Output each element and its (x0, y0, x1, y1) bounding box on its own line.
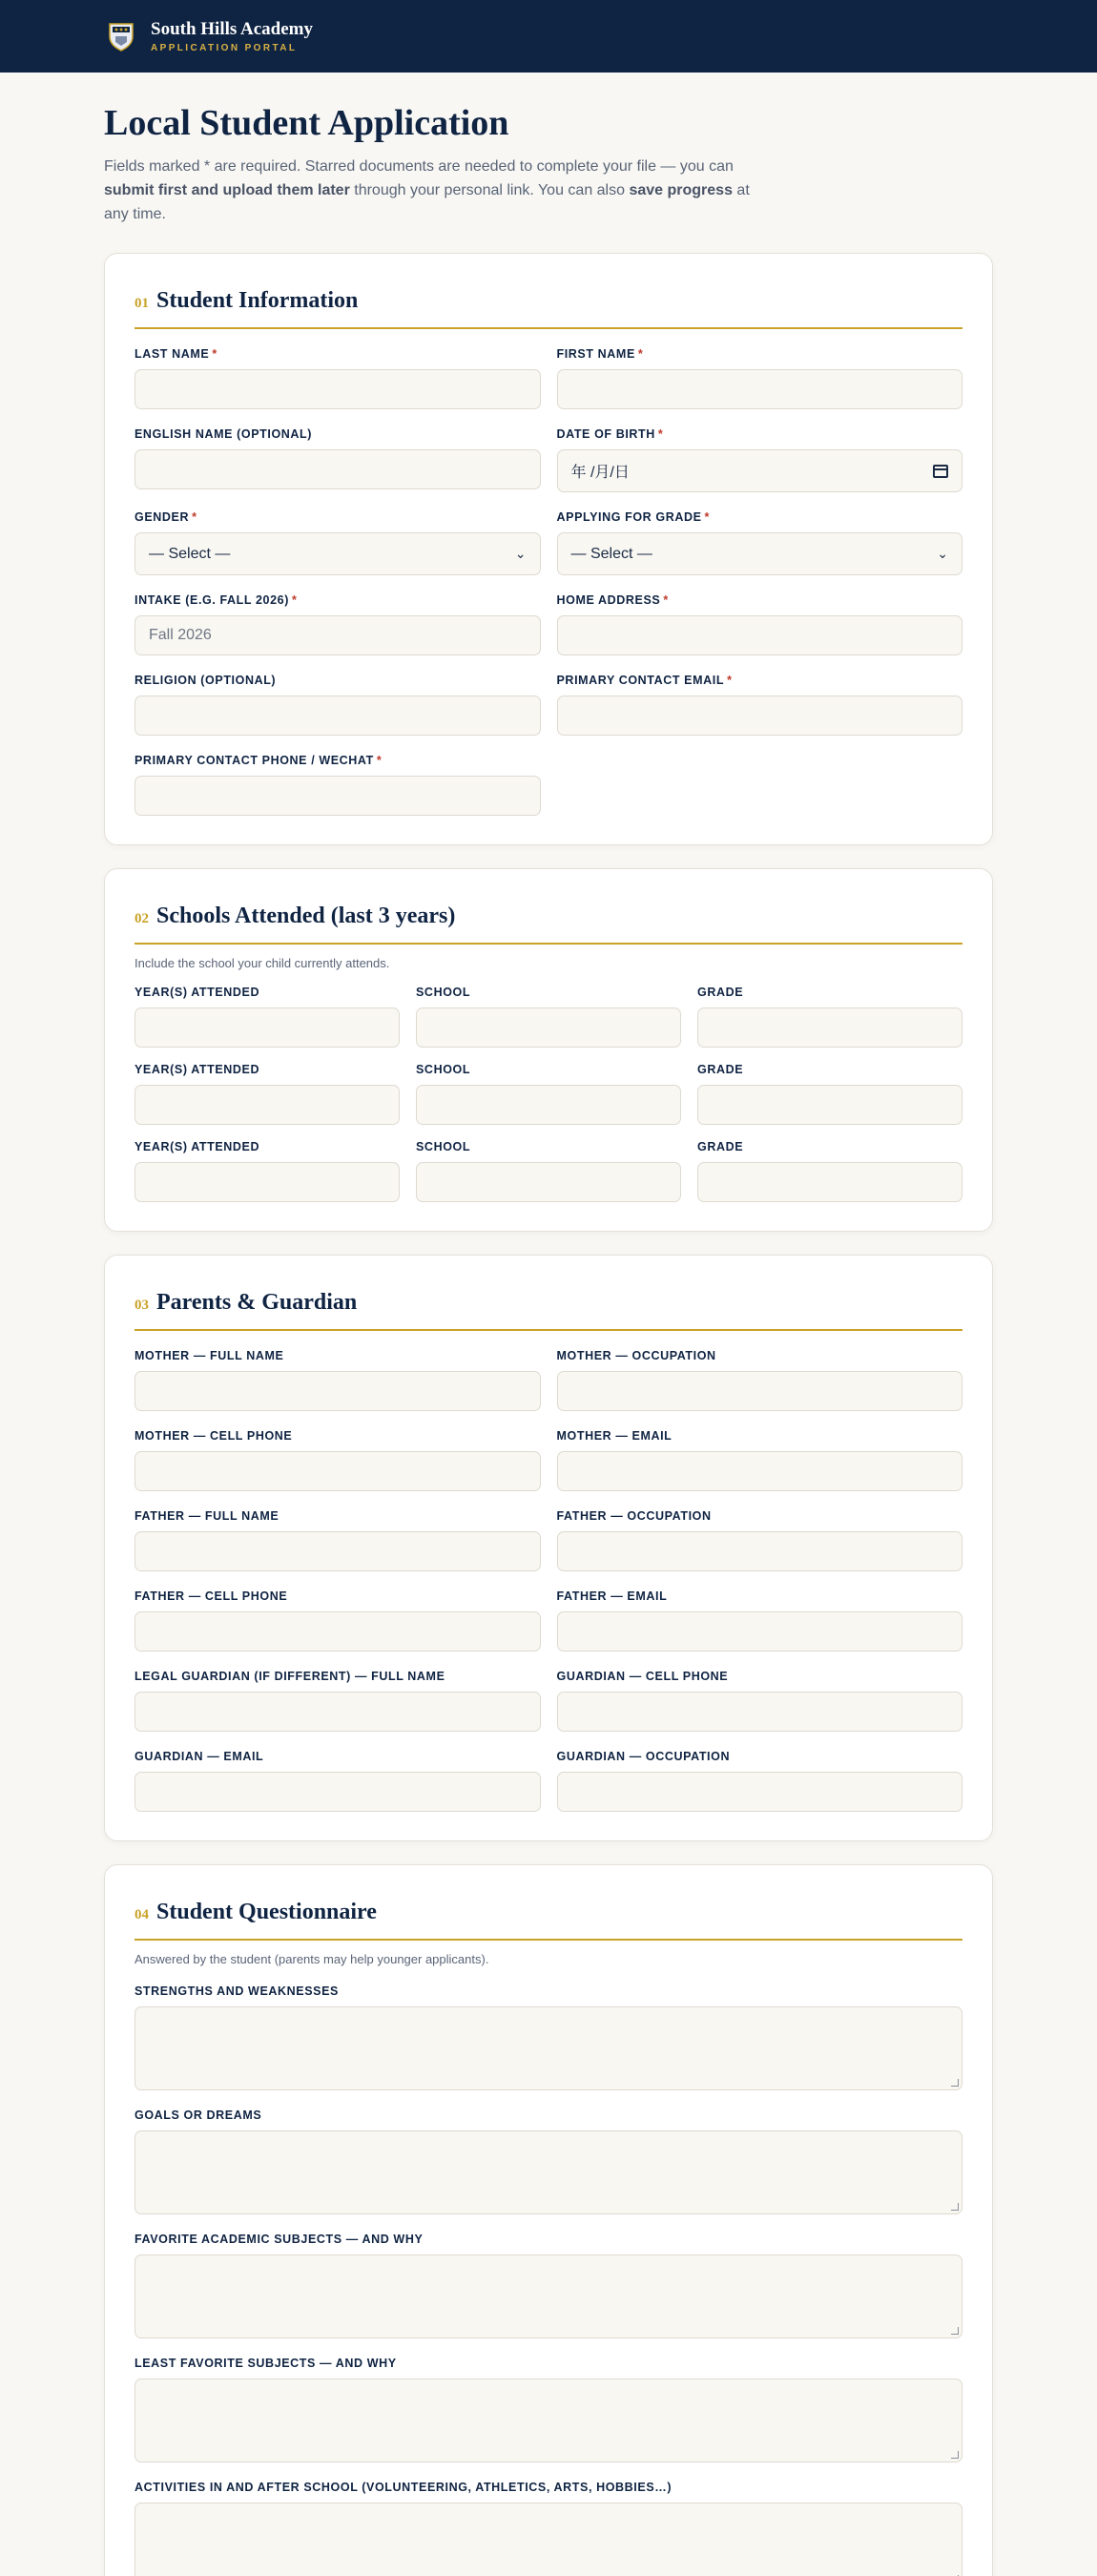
calendar-icon[interactable] (933, 465, 948, 478)
year-field (135, 986, 400, 1048)
field-label: SCHOOL (416, 986, 471, 999)
field-label: STRENGTHS AND WEAKNESSES (135, 1984, 339, 1998)
field-label: MOTHER — OCCUPATION (556, 1349, 716, 1362)
english-name-field (135, 427, 541, 492)
first-name-field (557, 347, 963, 409)
guardian-phone-input[interactable] (557, 1692, 963, 1732)
goals-field (135, 2109, 962, 2214)
school-field (416, 1063, 681, 1125)
year-field (135, 1063, 400, 1125)
field-label (135, 347, 541, 361)
field-label: FATHER — CELL PHONE (135, 1589, 288, 1603)
label-text: INTAKE (E.G. FALL 2026) (135, 593, 289, 607)
chevron-down-icon: ⌄ (937, 546, 948, 561)
dob-value: 年 /月/日 (570, 465, 630, 481)
label-text: GENDER (135, 510, 190, 524)
section-header (135, 1290, 962, 1331)
school-input[interactable] (416, 1008, 681, 1048)
year-input[interactable] (135, 1162, 400, 1202)
mother-phone-field (135, 1429, 541, 1491)
religion-field (135, 674, 541, 736)
field-label: FAVORITE ACADEMIC SUBJECTS — AND WHY (135, 2233, 424, 2246)
field-label: GUARDIAN — CELL PHONE (556, 1670, 729, 1683)
field-label: FATHER — OCCUPATION (556, 1509, 712, 1523)
intake-field (135, 593, 541, 655)
section-title: Student Information (156, 288, 359, 313)
guardian-email-field (135, 1750, 541, 1812)
gender-selected-value: — Select — (149, 545, 231, 562)
field-label (135, 593, 541, 607)
home-address-field (557, 593, 963, 655)
school-input[interactable] (416, 1085, 681, 1125)
intro-emphasis: submit first and upload them later (104, 182, 350, 198)
field-label: SCHOOL (416, 1140, 471, 1153)
required-mark: * (376, 754, 383, 767)
chevron-down-icon: ⌄ (514, 546, 527, 561)
label-text: FIRST NAME (556, 347, 635, 361)
grade-selected-value: — Select — (570, 545, 652, 562)
favorite-subjects-textarea[interactable] (135, 2254, 962, 2338)
mother-occupation-field (557, 1349, 963, 1411)
contact-email-field (557, 674, 963, 736)
mother-email-field (557, 1429, 963, 1491)
year-input[interactable] (135, 1008, 400, 1048)
field-label (557, 674, 963, 687)
favorite-subjects-field (135, 2233, 962, 2338)
field-label (135, 510, 541, 524)
required-mark: * (657, 427, 664, 441)
strengths-field (135, 1984, 962, 2090)
least-favorite-subjects-field (135, 2357, 962, 2462)
activities-textarea[interactable] (135, 2503, 962, 2576)
first-name-input[interactable] (557, 369, 963, 409)
contact-phone-field (135, 754, 541, 816)
field-label: LEAST FAVORITE SUBJECTS — AND WHY (135, 2357, 397, 2370)
required-mark: * (663, 593, 669, 607)
father-phone-input[interactable] (135, 1611, 541, 1652)
field-label: MOTHER — EMAIL (556, 1429, 673, 1443)
guardian-email-input[interactable] (135, 1772, 541, 1812)
page-title: Local Student Application (104, 103, 509, 143)
field-label: MOTHER — FULL NAME (135, 1349, 284, 1362)
section-header (135, 1900, 962, 1941)
required-mark: * (212, 347, 217, 361)
field-label: YEAR(S) ATTENDED (135, 1063, 260, 1076)
field-label: YEAR(S) ATTENDED (135, 1140, 260, 1153)
school-field (416, 986, 681, 1048)
portal-label: APPLICATION PORTAL (151, 43, 298, 53)
schools-row (135, 1048, 962, 1125)
section-title: Student Questionnaire (156, 1900, 377, 1924)
father-name-field (135, 1509, 541, 1571)
guardian-occupation-field (557, 1750, 963, 1812)
mother-name-field (135, 1349, 541, 1411)
guardian-name-input[interactable] (135, 1692, 541, 1732)
school-grade-input[interactable] (697, 1008, 962, 1048)
intro-part: Fields marked * are required. Starred documents are needed to complete your file — you can (104, 158, 734, 175)
section-number: 01 (135, 296, 149, 311)
field-label: RELIGION (OPTIONAL) (135, 674, 277, 687)
grade-field (697, 1063, 962, 1125)
dob-input[interactable] (557, 449, 963, 492)
grade-field (557, 510, 963, 575)
section-student-information (104, 253, 993, 845)
field-label: SCHOOL (416, 1063, 471, 1076)
activities-field (135, 2481, 962, 2576)
year-input[interactable] (135, 1085, 400, 1125)
intro-part: at any time. (104, 182, 750, 222)
field-label: FATHER — EMAIL (556, 1589, 668, 1603)
label-text: APPLYING FOR GRADE (556, 510, 702, 524)
field-label: GUARDIAN — OCCUPATION (556, 1750, 731, 1763)
school-grade-input[interactable] (697, 1162, 962, 1202)
grade-field (697, 1140, 962, 1202)
english-name-input[interactable] (135, 449, 541, 489)
mother-occupation-input[interactable] (557, 1371, 963, 1411)
mother-email-input[interactable] (557, 1451, 963, 1491)
label-text: PRIMARY CONTACT PHONE / WECHAT (135, 754, 374, 767)
label-text: PRIMARY CONTACT EMAIL (556, 674, 725, 687)
schools-row (135, 970, 962, 1048)
guardian-occupation-input[interactable] (557, 1772, 963, 1812)
section-schools-attended (104, 868, 993, 1232)
grade-field (697, 986, 962, 1048)
intro-text (104, 155, 762, 226)
field-label: ENGLISH NAME (OPTIONAL) (135, 427, 313, 441)
intro-part: through your personal link. You can also (349, 182, 630, 198)
field-label: FATHER — FULL NAME (135, 1509, 279, 1523)
section-number: 02 (135, 911, 149, 926)
shield-crest-icon (105, 20, 137, 52)
section-note: Include the school your child currently attends. (135, 956, 390, 970)
grade-select[interactable] (557, 532, 963, 575)
father-phone-field (135, 1589, 541, 1652)
section-title: Parents & Guardian (156, 1290, 358, 1315)
section-number: 03 (135, 1298, 149, 1313)
intro-emphasis: save progress (629, 182, 733, 198)
field-label: GRADE (697, 1140, 744, 1153)
section-number: 04 (135, 1907, 149, 1922)
dob-field (557, 427, 963, 492)
required-mark: * (291, 593, 298, 607)
field-label: LEGAL GUARDIAN (IF DIFFERENT) — FULL NAME (135, 1670, 445, 1683)
section-header (135, 288, 962, 329)
required-mark: * (637, 347, 644, 361)
field-label: GUARDIAN — EMAIL (135, 1750, 264, 1763)
field-label (557, 347, 963, 361)
guardian-name-field (135, 1670, 541, 1732)
religion-input[interactable] (135, 696, 541, 736)
field-label: GOALS OR DREAMS (135, 2109, 262, 2122)
label-text: HOME ADDRESS (556, 593, 661, 607)
required-mark: * (727, 674, 733, 687)
father-occupation-input[interactable] (557, 1531, 963, 1571)
label-text: LAST NAME (135, 347, 210, 361)
brand[interactable] (151, 19, 313, 53)
contact-email-input[interactable] (557, 696, 963, 736)
field-label: ACTIVITIES IN AND AFTER SCHOOL (VOLUNTEERING, ATHLETICS, ARTS, HOBBIES…) (135, 2481, 673, 2494)
home-address-input[interactable] (557, 615, 963, 655)
site-header (0, 0, 1097, 73)
school-field (416, 1140, 681, 1202)
least-favorite-subjects-textarea[interactable] (135, 2379, 962, 2462)
school-grade-input[interactable] (697, 1085, 962, 1125)
required-mark: * (704, 510, 710, 524)
field-label (557, 510, 963, 524)
field-label: MOTHER — CELL PHONE (135, 1429, 293, 1443)
intake-placeholder: Fall 2026 (149, 627, 212, 643)
guardian-phone-field (557, 1670, 963, 1732)
required-mark: * (192, 510, 197, 524)
field-label (557, 593, 963, 607)
mother-phone-input[interactable] (135, 1451, 541, 1491)
label-text: DATE OF BIRTH (556, 427, 655, 441)
father-email-field (557, 1589, 963, 1652)
field-label (557, 427, 963, 441)
year-field (135, 1140, 400, 1202)
field-label: YEAR(S) ATTENDED (135, 986, 260, 999)
school-input[interactable] (416, 1162, 681, 1202)
schools-row (135, 1125, 962, 1202)
father-occupation-field (557, 1509, 963, 1571)
father-name-input[interactable] (135, 1531, 541, 1571)
last-name-field (135, 347, 541, 409)
field-label: GRADE (697, 1063, 744, 1076)
contact-phone-input[interactable] (135, 776, 541, 816)
gender-select[interactable] (135, 532, 541, 575)
school-name: South Hills Academy (151, 19, 313, 39)
mother-name-input[interactable] (135, 1371, 541, 1411)
field-label: GRADE (697, 986, 744, 999)
goals-textarea[interactable] (135, 2130, 962, 2214)
section-header (135, 904, 962, 945)
gender-field (135, 510, 541, 575)
section-student-questionnaire (104, 1864, 993, 2576)
father-email-input[interactable] (557, 1611, 963, 1652)
section-title: Schools Attended (last 3 years) (156, 904, 456, 928)
strengths-textarea[interactable] (135, 2006, 962, 2090)
field-label (135, 754, 541, 767)
last-name-input[interactable] (135, 369, 541, 409)
main-content (104, 101, 993, 2576)
section-note: Answered by the student (parents may help younger applicants). (135, 1952, 489, 1966)
section-parents-guardian (104, 1255, 993, 1841)
intake-input[interactable] (135, 615, 541, 655)
